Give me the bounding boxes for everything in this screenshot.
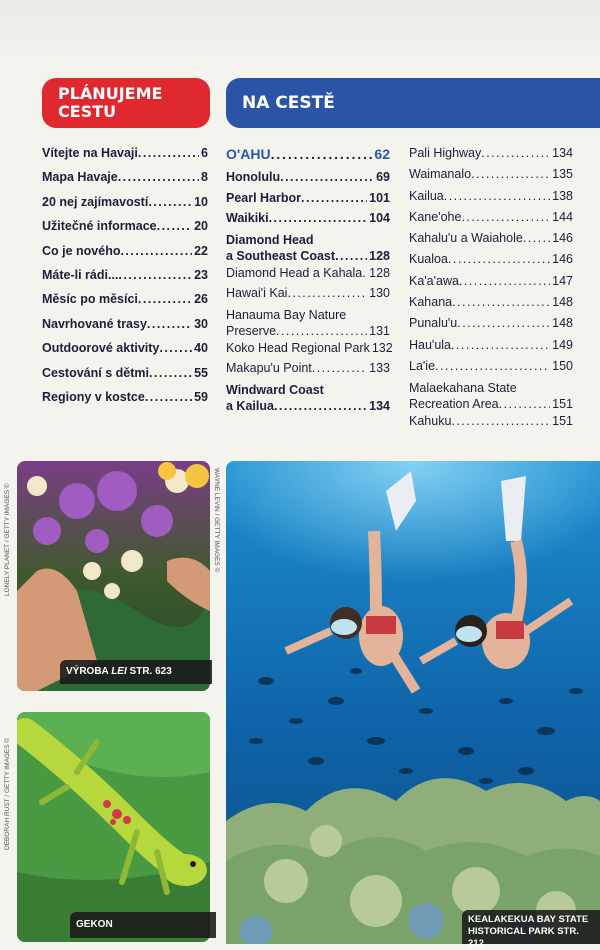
toc-page: 150 [552, 358, 573, 373]
toc-label: Měsíc po měsíci [42, 292, 138, 307]
toc-page: 144 [552, 209, 573, 224]
page-top-bleed [0, 0, 600, 70]
header-line1: PLÁNUJEME [58, 84, 163, 103]
toc-entry[interactable] [409, 146, 573, 167]
toc-page: 148 [552, 316, 573, 331]
toc-label: Máte-li rádi... [42, 267, 119, 282]
toc-entry[interactable] [42, 219, 208, 243]
toc-page: 131 [369, 323, 390, 338]
toc-label: Waikiki [226, 211, 269, 225]
toc-label: 20 nej zajímavostí [42, 194, 149, 209]
toc-page: 20 [194, 219, 208, 234]
toc-label-line2: Recreation Area [409, 397, 499, 412]
toc-page: 148 [552, 295, 573, 310]
toc-label: Vítejte na Havaji [42, 146, 138, 160]
toc-entry[interactable] [42, 268, 208, 292]
toc-na-ceste-1 [226, 146, 393, 416]
snorkel-reef-photo [226, 461, 600, 944]
toc-label: Makapu'u Point [226, 361, 312, 375]
toc-label: Kahuku [409, 414, 452, 429]
toc-entry-koko-head[interactable] [226, 340, 393, 362]
toc-page: 146 [552, 231, 573, 246]
toc-page: 147 [552, 273, 573, 288]
toc-label: Navrhované trasy [42, 316, 147, 331]
toc-page: 10 [194, 194, 208, 209]
toc-page: 132 [371, 340, 393, 355]
toc-entry-diamond-head-kahala[interactable] [226, 266, 390, 287]
toc-entry-waikiki[interactable] [226, 211, 390, 232]
gecko-photo [17, 712, 210, 942]
toc-label: Waimanalo [409, 167, 472, 182]
toc-page: 151 [552, 397, 573, 412]
lei-photo-credit: LONELY PLANET / GETTY IMAGES © [4, 483, 11, 596]
gecko-photo-caption: GEKON [70, 912, 216, 938]
toc-entry[interactable] [409, 189, 573, 210]
toc-entry[interactable] [409, 359, 573, 380]
toc-entry[interactable] [409, 210, 573, 231]
toc-entry[interactable] [409, 295, 573, 316]
toc-label-line1: Malaekahana State [409, 381, 517, 396]
section-header-planujeme [42, 78, 210, 128]
toc-page: 30 [194, 316, 208, 331]
toc-entry[interactable] [409, 338, 573, 359]
toc-entry[interactable] [42, 292, 208, 316]
toc-page: 149 [552, 337, 573, 352]
toc-entry-pearl-harbor[interactable] [226, 191, 390, 212]
toc-page: 62 [374, 146, 390, 162]
toc-label: Hawai'i Kai [226, 286, 288, 300]
toc-label: Mapa Havaje [42, 170, 118, 185]
toc-label-line1: Windward Coast [226, 382, 324, 397]
toc-page: 128 [369, 265, 390, 280]
toc-entry-windward-coast[interactable] [226, 382, 390, 414]
toc-entry[interactable] [409, 274, 573, 295]
toc-page: 23 [194, 267, 208, 282]
toc-label-line1: Diamond Head [226, 232, 314, 247]
toc-page: 133 [369, 361, 390, 375]
toc-label: Hau'ula [409, 337, 451, 352]
reef-photo-caption: KEALAKEKUA BAY STATE HISTORICAL PARK STR. 212 [462, 910, 600, 944]
toc-label: Kualoa [409, 252, 448, 267]
toc-label-line2: a Kailua [226, 398, 274, 413]
toc-entry[interactable] [409, 252, 573, 273]
toc-page: 135 [552, 167, 573, 182]
section-header-na-ceste: NA CESTĚ [226, 78, 600, 128]
toc-page: 146 [552, 252, 573, 267]
toc-label: Pearl Harbor [226, 190, 302, 205]
toc-label: Punalu'u [409, 316, 458, 331]
toc-label: Honolulu [226, 170, 281, 184]
toc-planujeme [42, 146, 208, 414]
toc-label: Užitečné informace [42, 219, 157, 234]
toc-page: 101 [369, 190, 390, 205]
toc-entry[interactable] [42, 366, 208, 390]
toc-label: Co je nového [42, 243, 121, 258]
toc-label: Koko Head Regional Park [226, 340, 370, 355]
toc-page: 22 [194, 243, 208, 258]
toc-label: Cestování s dětmi [42, 365, 149, 380]
toc-label: Diamond Head a Kahala [226, 265, 363, 280]
gecko-photo-credit: DEBORAH RUST / GETTY IMAGES © [4, 737, 11, 850]
toc-entry[interactable] [409, 231, 573, 252]
toc-entry-honolulu[interactable] [226, 170, 390, 191]
toc-label: Ka'a'awa [409, 273, 459, 288]
toc-label: Regiony v kostce [42, 389, 145, 404]
toc-label: Kane'ohe [409, 209, 462, 224]
toc-page: 6 [201, 146, 208, 160]
toc-page: 138 [552, 188, 573, 203]
toc-label: Pali Highway [409, 146, 482, 160]
toc-page: 40 [194, 341, 208, 356]
toc-label: La'ie [409, 358, 436, 373]
toc-page: 151 [552, 414, 573, 429]
toc-entry-diamond-head[interactable] [226, 232, 390, 264]
toc-label: O'AHU [226, 146, 271, 162]
toc-page: 26 [194, 292, 208, 307]
toc-page: 59 [194, 389, 208, 404]
toc-label-line2: Preserve [226, 323, 277, 338]
toc-page: 104 [369, 211, 390, 225]
toc-entry[interactable] [42, 390, 208, 414]
toc-entry-oahu[interactable] [226, 146, 390, 170]
toc-entry-malaekahana[interactable] [409, 380, 573, 412]
toc-label: Outdoorové aktivity [42, 341, 160, 356]
toc-page: 134 [369, 398, 390, 413]
toc-page: 55 [194, 365, 208, 380]
toc-entry[interactable] [42, 341, 208, 365]
toc-label: Kahalu'u a Waiahole [409, 231, 523, 246]
toc-label-line2: a Southeast Coast [226, 248, 336, 263]
lei-photo-caption: VÝROBA LEI STR. 623 [60, 660, 212, 684]
toc-page: 8 [201, 170, 208, 185]
toc-entry-hanauma-bay[interactable] [226, 307, 390, 339]
toc-entry-kahuku[interactable] [409, 414, 573, 435]
toc-na-ceste-2 [409, 146, 573, 436]
toc-page: 69 [376, 170, 390, 184]
toc-entry[interactable] [409, 167, 573, 188]
toc-entry[interactable] [42, 195, 208, 219]
toc-page: 128 [369, 248, 390, 263]
toc-entry[interactable] [42, 244, 208, 268]
toc-entry-makapuu[interactable] [226, 361, 390, 382]
toc-entry[interactable] [42, 170, 208, 194]
toc-page: 134 [552, 146, 573, 160]
toc-label-line1: Hanauma Bay Nature [226, 307, 347, 322]
toc-label: Kahana [409, 295, 453, 310]
reef-photo-credit: WAYNE LEVIN / GETTY IMAGES © [213, 468, 220, 573]
toc-entry[interactable] [42, 146, 208, 170]
toc-entry[interactable] [42, 317, 208, 341]
toc-entry-hawaii-kai[interactable] [226, 286, 390, 307]
toc-label: Kailua [409, 188, 444, 203]
header-line2: CESTU [58, 102, 117, 121]
toc-entry[interactable] [409, 316, 573, 337]
lei-making-photo [17, 461, 210, 691]
toc-page: 130 [369, 286, 390, 300]
